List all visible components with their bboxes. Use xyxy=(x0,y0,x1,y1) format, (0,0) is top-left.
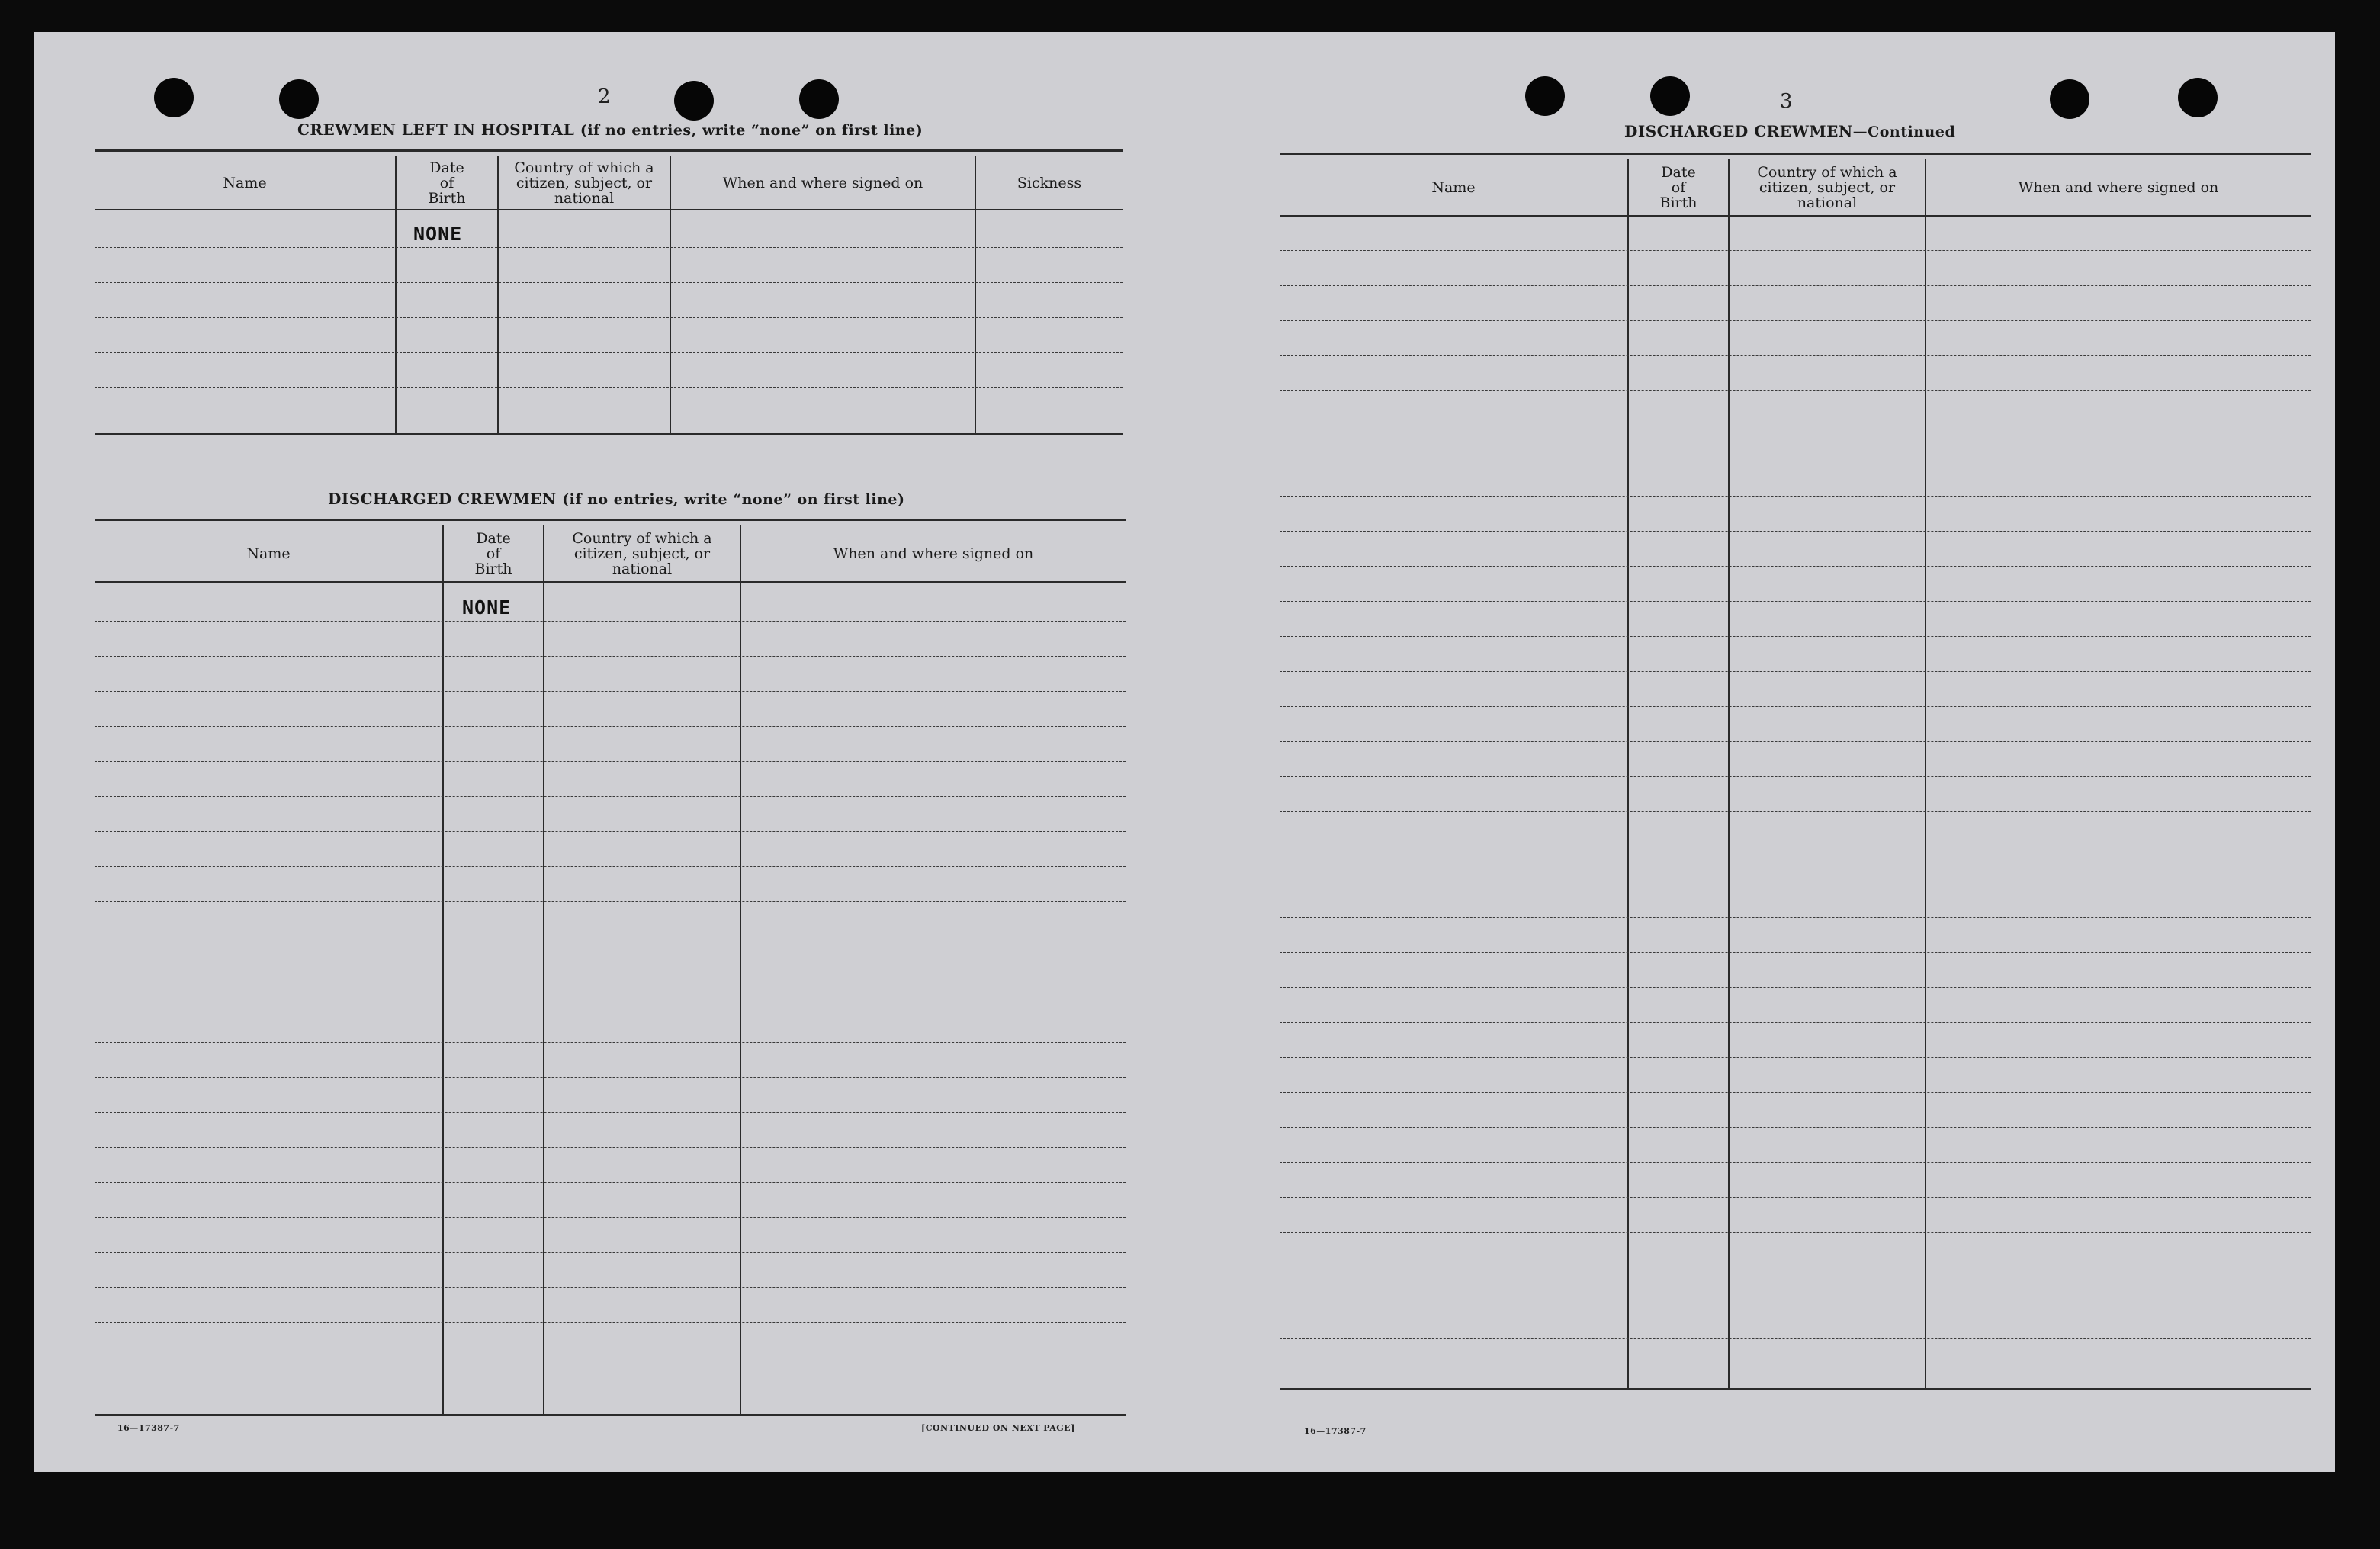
continued-col-dob: Date of Birth xyxy=(1659,164,1697,211)
form-code: 16—17387-7 xyxy=(1304,1426,1367,1436)
form-code: 16—17387-7 xyxy=(117,1423,180,1433)
discharged-continued-text: DISCHARGED CREWMEN xyxy=(1624,122,1853,140)
discharged-title-text: DISCHARGED CREWMEN xyxy=(328,490,557,508)
discharged-table xyxy=(95,519,1126,1419)
discharged-entry-none: NONE xyxy=(462,596,512,619)
continued-col-signed-on: When and where signed on xyxy=(2018,179,2219,196)
left-page xyxy=(34,32,1193,1472)
hospital-col-name: Name xyxy=(223,175,267,191)
discharged-title-note: (if no entries, write “none” on first line) xyxy=(562,491,905,508)
page-number: 3 xyxy=(1780,90,1793,113)
discharged-col-dob: Date of Birth xyxy=(474,530,512,577)
right-page xyxy=(1193,32,2335,1472)
punch-hole xyxy=(2050,79,2089,119)
hospital-title-note: (if no entries, write “none” on first line) xyxy=(580,122,923,139)
punch-hole xyxy=(154,78,194,117)
hospital-section-title xyxy=(297,121,923,139)
hospital-title-text: CREWMEN LEFT IN HOSPITAL xyxy=(297,121,575,139)
continued-col-name: Name xyxy=(1431,179,1476,196)
hospital-table xyxy=(95,149,1123,464)
discharged-col-name: Name xyxy=(246,545,291,562)
discharged-col-signed-on: When and where signed on xyxy=(833,545,1034,562)
punch-hole xyxy=(1525,76,1565,116)
hospital-col-dob: Date of Birth xyxy=(428,159,466,207)
hospital-col-sickness: Sickness xyxy=(1017,175,1082,191)
page-number: 2 xyxy=(598,85,611,108)
continued-note: [CONTINUED ON NEXT PAGE] xyxy=(921,1423,1075,1433)
discharged-continued-title xyxy=(1624,122,1955,140)
hospital-entry-none: NONE xyxy=(413,223,463,245)
punch-hole xyxy=(799,79,839,119)
punch-hole xyxy=(674,81,714,121)
continued-col-country: Country of which a citizen, subject, or national xyxy=(1757,164,1897,211)
hospital-col-signed-on: When and where signed on xyxy=(722,175,923,191)
discharged-section-title xyxy=(328,490,904,508)
punch-hole xyxy=(279,79,319,119)
continued-suffix: —Continued xyxy=(1852,124,1956,140)
hospital-col-country: Country of which a citizen, subject, or national xyxy=(514,159,654,207)
punch-hole xyxy=(2178,78,2218,117)
form-paper xyxy=(34,32,2335,1472)
discharged-continued-table xyxy=(1280,153,2311,1428)
discharged-col-country: Country of which a citizen, subject, or national xyxy=(572,530,712,577)
punch-hole xyxy=(1650,76,1690,116)
